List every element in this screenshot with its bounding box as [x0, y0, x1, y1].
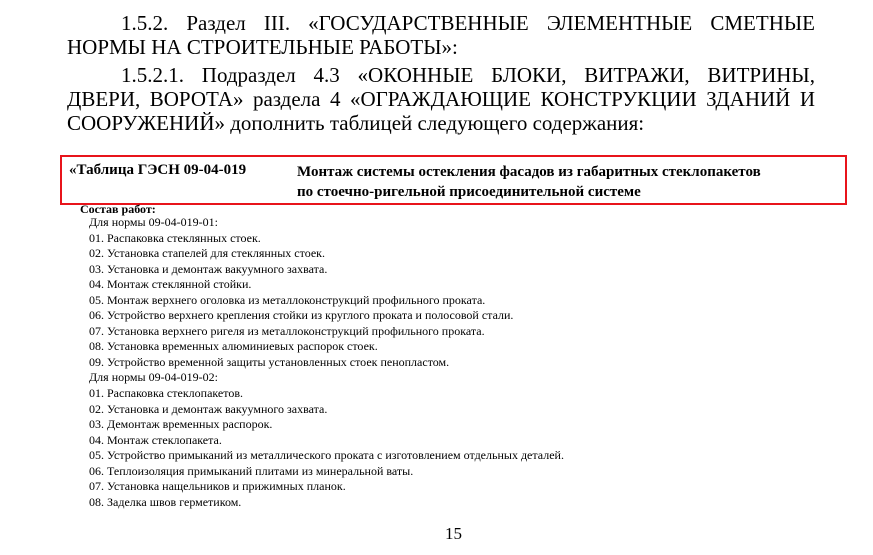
list-item: 05. Устройство примыканий из металлического проката с изготовлением отдельных деталей. [89, 448, 564, 463]
list-item: 01. Распаковка стеклянных стоек. [89, 230, 261, 245]
subsection-line-1: 1.5.2.1. Подраздел 4.3 «ОКОННЫЕ БЛОКИ, ВИТРАЖИ, ВИТРИНЫ, [121, 63, 815, 87]
list-item: 05. Монтаж верхнего оголовка из металлоконструкций профильного проката. [89, 292, 486, 307]
list-item: 01. Распаковка стеклопакетов. [89, 386, 244, 401]
list-item: 02. Установка стапелей для стеклянных стоек. [89, 246, 325, 261]
list-item: 08. Установка временных алюминиевых распорок стоек. [89, 339, 378, 354]
subsection-line-3: СООРУЖЕНИЙ» дополнить таблицей следующего содержания: [67, 111, 645, 135]
section-line-1: 1.5.2. Раздел III. «ГОСУДАРСТВЕННЫЕ ЭЛЕМЕНТНЫЕ СМЕТНЫЕ [121, 11, 815, 35]
subsection-paragraph [67, 63, 815, 135]
list-item: 03. Демонтаж временных распорок. [89, 417, 273, 432]
table-title-line-2: по стоечно-ригельной присоединительной системе [297, 184, 641, 200]
table-title-line-1: Монтаж системы остекления фасадов из габаритных стеклопакетов [297, 164, 761, 180]
list-item: 02. Установка и демонтаж вакуумного захвата. [89, 401, 328, 416]
list-item: 04. Монтаж стеклопакета. [89, 432, 222, 447]
composition-heading: Состав работ: [80, 202, 156, 216]
list-item: 09. Устройство временной защиты установленных стоек пенопластом. [89, 354, 450, 369]
table-header-highlight [60, 155, 847, 205]
list-item: 03. Установка и демонтаж вакуумного захвата. [89, 261, 328, 276]
section-line-2: НОРМЫ НА СТРОИТЕЛЬНЫЕ РАБОТЫ»: [67, 35, 458, 59]
list-item: 07. Установка верхнего ригеля из металлоконструкций профильного проката. [89, 323, 485, 338]
list-item: 07. Установка нащельников и прижимных планок. [89, 479, 346, 494]
list-item: Для нормы 09-04-019-01: [89, 215, 218, 229]
list-item: Для нормы 09-04-019-02: [89, 370, 218, 385]
table-title [297, 162, 837, 202]
list-item: 06. Теплоизоляция примыканий плитами из минеральной ваты. [89, 463, 414, 478]
list-item: 04. Монтаж стеклянной стойки. [89, 277, 252, 292]
table-code: «Таблица ГЭСН 09-04-019 [69, 162, 247, 178]
subsection-line-2: ДВЕРИ, ВОРОТА» раздела 4 «ОГРАЖДАЮЩИЕ КОНСТРУКЦИИ ЗДАНИЙ И [67, 87, 815, 111]
section-paragraph [67, 11, 815, 59]
page-number: 15 [445, 524, 462, 543]
list-item: 06. Устройство верхнего крепления стойки из круглого проката и полосовой стали. [89, 308, 514, 323]
list-item: 08. Заделка швов герметиком. [89, 494, 242, 509]
operations-list [89, 215, 564, 510]
